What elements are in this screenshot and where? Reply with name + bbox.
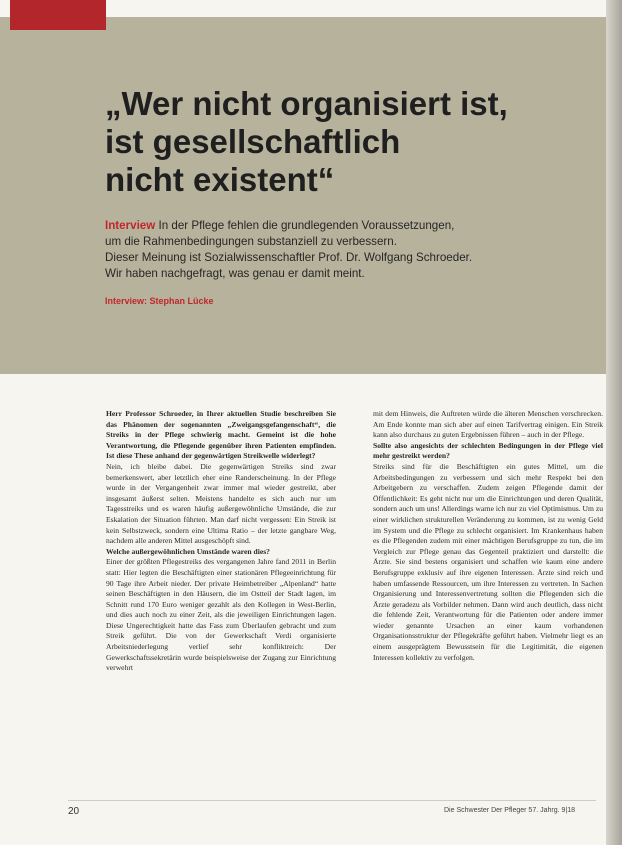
section-tab [10, 0, 106, 30]
article-column-left [106, 409, 336, 674]
lead-line [105, 218, 585, 234]
headline [105, 85, 575, 199]
lead-paragraph [105, 218, 585, 282]
interview-question: Herr Professor Schroeder, in Ihrer aktuellen Studie beschreiben Sie das Phänomen der sogenannten „Zweigangsgefangenschaft“, die Streiks in der Pflege schwierig macht. Gemeint ist die hohe Verantwortung, die Pflegende gegenüber ihren Patienten empfinden. Ist diese These anhand der gegenwärtigen Streikwelle widerlegt? [106, 409, 336, 461]
interview-answer: Einer der größten Pflegestreiks des vergangenen Jahre fand 2011 in Berlin statt: Hier legten die Beschäftigten einer stationären Pflegeeinrichtung für 90 Tage ihre Arbeit nieder. Der private Heimbetreiber „Alpenland“ hatte seinen Beschäftigten in den Häusern, die im Ostteil der Stadt lagen, im Schnitt rund 170 Euro weniger gezahlt als den Kollegen in West-Berlin, und dies auch noch zu einer Zeit, als die jeweiligen Einrichtungen lagen. Diese Ungerechtigkeit hatte das Fass zum Überlaufen gebracht und zum Streik geführt. Die von der Gewerkschaft Verdi organisierte Arbeitsniederlegung verlief sehr konfliktreich: Der Gewerkschaftssekretärin wurde beispielsweise der Zugang zur Einrichtung verwehrt [106, 557, 336, 673]
publication-source: Die Schwester Der Pfleger 57. Jahrg. 9|18 [444, 807, 575, 814]
lead-line: um die Rahmenbedingungen substanziell zu verbessern. [105, 235, 397, 248]
page-number: 20 [68, 806, 80, 817]
interview-question: Welche außergewöhnlichen Umstände waren dies? [106, 546, 270, 556]
headline-line: nicht existent“ [105, 161, 335, 198]
lead-line-text: In der Pflege fehlen die grundlegenden Voraussetzungen, [158, 219, 455, 232]
interview-answer: Nein, ich bleibe dabei. Die gegenwärtigen Streiks sind zwar bemerkenswert, aber letztlich eher eine Randerscheinung. In der Pflege wurde in der Vergangenheit zwar immer mal wieder gestreikt, aber insgesamt äußerst selten. Meistens handelte es sich auch nur um Tagesstreiks und es waren häufig außergewöhnliche Umstände, die zur Eskalation der Situation führten. Man darf nicht vergessen: Ein Streik ist kein Selbstzweck, sondern eine Ultima Ratio – der letzte gangbare Weg, nachdem alle anderen Mittel ausgeschöpft sind. [106, 461, 336, 546]
headline-line: ist gesellschaftlich [105, 123, 401, 160]
page-edge [606, 0, 622, 845]
article-column-right [373, 409, 603, 663]
byline: Interview: Stephan Lücke [105, 296, 214, 306]
interview-answer: mit dem Hinweis, die Auftreten würde die älteren Menschen verschrecken. Am Ende konnte man sich aber auf einen Tarifvertrag einigen. Ein Streik kann also durchaus zu guten Ergebnissen führen – auch in der Pflege. [373, 409, 603, 440]
lead-line: Dieser Meinung ist Sozialwissenschaftler Prof. Dr. Wolfgang Schroeder. [105, 251, 473, 264]
interview-question: Sollte also angesichts der schlechten Bedingungen in der Pflege viel mehr gestreikt werden? [373, 440, 603, 461]
lead-line: Wir haben nachgefragt, was genau er damit meint. [105, 267, 365, 280]
footer-divider [68, 800, 596, 801]
headline-line: „Wer nicht organisiert ist, [105, 85, 508, 122]
interview-answer: Streiks sind für die Beschäftigten ein gutes Mittel, um die Arbeitsbedingungen zu verbessern und sich mehr Respekt bei den Arbeitgebern zu verschaffen. Zudem zeigen Pflegende damit der Öffentlichkeit: Es geht nicht nur um die Einrichtungen und deren Qualität, sondern auch um uns! Allerdings warne ich nur zu viel Optimismus. Um zu einer wirklichen strukturellen Veränderung zu kommen, ist zu wenig Geld im System und die Pflege zu schlecht organisiert. Im Krankenhaus haben es die Pflegenden zudem mit einer mächtigen Berufsgruppe zu tun, die im Vergleich zur Pflege genau das Gegenteil praktiziert und darstellt: die Ärzte. Sie sind bestens organisiert und schaffen wie kaum eine andere Berufsgruppe exklusiv auf ihre eigenen Interessen. Ärzte sind reich und haben umfassende Ressourcen, um ihre Interessen zu vertreten. In Sachen Organisierung und Interessenvertretung sollten die Pflegenden sich die Ärzte geradezu als Vorbilder nehmen. Dann wird auch deutlich, dass nicht die fehlende Zeit, Verantwortung für die Patienten oder andere immer wieder genannte Ursachen an einer kaum vorhandenen Organisationsstruktur der Pflegekräfte geführt haben. Vielmehr liegt es an einem ausgeprägtem Bewusstsein für die Legitimität, die eigenen Interessen kollektiv zu verfolgen. [373, 461, 603, 662]
lead-label: Interview [105, 219, 156, 232]
